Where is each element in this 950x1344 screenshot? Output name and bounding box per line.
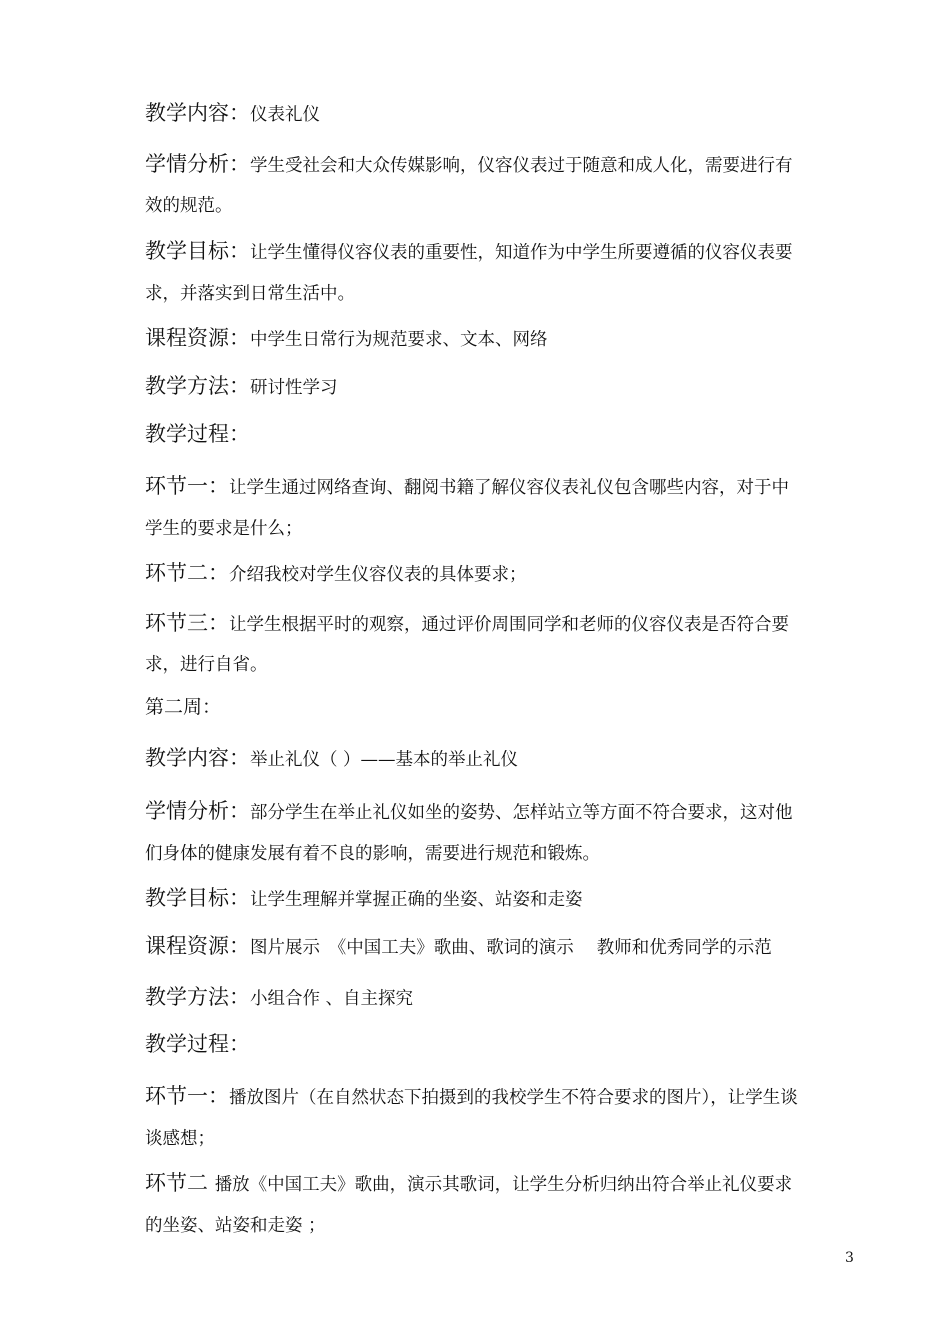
page-number: 3 — [845, 1250, 854, 1266]
step-label: 环节三： — [145, 611, 229, 635]
method-text: 研讨性学习 — [250, 378, 338, 398]
analysis-text: 学生受社会和大众传媒影响，仪容仪表过于随意和成人化，需要进行有 — [250, 156, 793, 176]
method-label: 教学方法： — [145, 374, 250, 398]
resources-text: 中学生日常行为规范要求、文本、网络 — [250, 330, 548, 350]
week2-resources-line — [145, 930, 772, 960]
analysis-text: 部分学生在举止礼仪如坐的姿势、怎样站立等方面不符合要求，这对他 — [250, 803, 793, 823]
step-label: 环节一： — [145, 1084, 229, 1108]
week2-step-1-cont: 谈感想； — [145, 1129, 215, 1149]
content-text: 仪表礼仪 — [250, 105, 320, 125]
step-text: 播放图片（在自然状态下拍摄到的我校学生不符合要求的图片），让学生谈 — [229, 1088, 798, 1108]
goal-text: 让学生懂得仪容仪表的重要性，知道作为中学生所要遵循的仪容仪表要 — [250, 243, 793, 263]
content-label: 教学内容： — [145, 746, 250, 770]
goal-label: 教学目标： — [145, 239, 250, 263]
content-text: 举止礼仪（ ）——基本的举止礼仪 — [250, 750, 519, 770]
step-label: 环节一： — [145, 474, 229, 498]
resources-text: 图片展示 《中国工夫》歌曲、歌词的演示 教师和优秀同学的示范 — [250, 938, 772, 958]
content-label: 教学内容： — [145, 101, 250, 125]
week2-step-2 — [145, 1167, 792, 1197]
week1-process-label: 教学过程： — [145, 422, 250, 446]
resources-label: 课程资源： — [145, 326, 250, 350]
week1-resources-line — [145, 322, 548, 352]
goal-text: 让学生理解并掌握正确的坐姿、站姿和走姿 — [250, 890, 583, 910]
week1-goal-line — [145, 235, 793, 265]
week1-step-3-cont: 求，进行自省。 — [145, 655, 268, 675]
method-label: 教学方法： — [145, 985, 250, 1009]
week2-step-2-cont: 的坐姿、站姿和走姿 ； — [145, 1216, 326, 1236]
week1-goal-cont: 求，并落实到日常生活中。 — [145, 284, 355, 304]
analysis-label: 学情分析： — [145, 799, 250, 823]
week1-step-1-cont: 学生的要求是什么； — [145, 519, 303, 539]
step-text: 让学生通过网络查询、翻阅书籍了解仪容仪表礼仪包含哪些内容，对于中 — [229, 478, 789, 498]
week1-analysis-line — [145, 148, 793, 178]
week1-analysis-cont: 效的规范。 — [145, 196, 233, 216]
step-label: 环节二： — [145, 561, 229, 585]
week2-heading: 第二周： — [145, 696, 222, 718]
resources-label: 课程资源： — [145, 934, 250, 958]
week2-content-line — [145, 742, 518, 772]
week2-step-1 — [145, 1080, 798, 1110]
week2-analysis-line — [145, 795, 793, 825]
week1-method-line — [145, 370, 338, 400]
week1-content-line — [145, 97, 320, 127]
step-text: 播放《中国工夫》歌曲，演示其歌词，让学生分析归纳出符合举止礼仪要求 — [214, 1175, 793, 1195]
week2-goal-line — [145, 882, 583, 912]
step-text: 介绍我校对学生仪容仪表的具体要求； — [229, 565, 527, 585]
week1-step-1 — [145, 470, 789, 500]
week2-method-line — [145, 981, 413, 1011]
analysis-label: 学情分析： — [145, 152, 250, 176]
step-text: 让学生根据平时的观察，通过评价周围同学和老师的仪容仪表是否符合要 — [229, 615, 789, 635]
week1-step-3 — [145, 607, 789, 637]
step-label: 环节二 — [145, 1171, 215, 1195]
method-text: 小组合作 、自主探究 — [250, 989, 414, 1009]
goal-label: 教学目标： — [145, 886, 250, 910]
week2-analysis-cont: 们身体的健康发展有着不良的影响，需要进行规范和锻炼。 — [145, 844, 600, 864]
week2-process-label: 教学过程： — [145, 1032, 250, 1056]
week1-step-2 — [145, 557, 527, 587]
